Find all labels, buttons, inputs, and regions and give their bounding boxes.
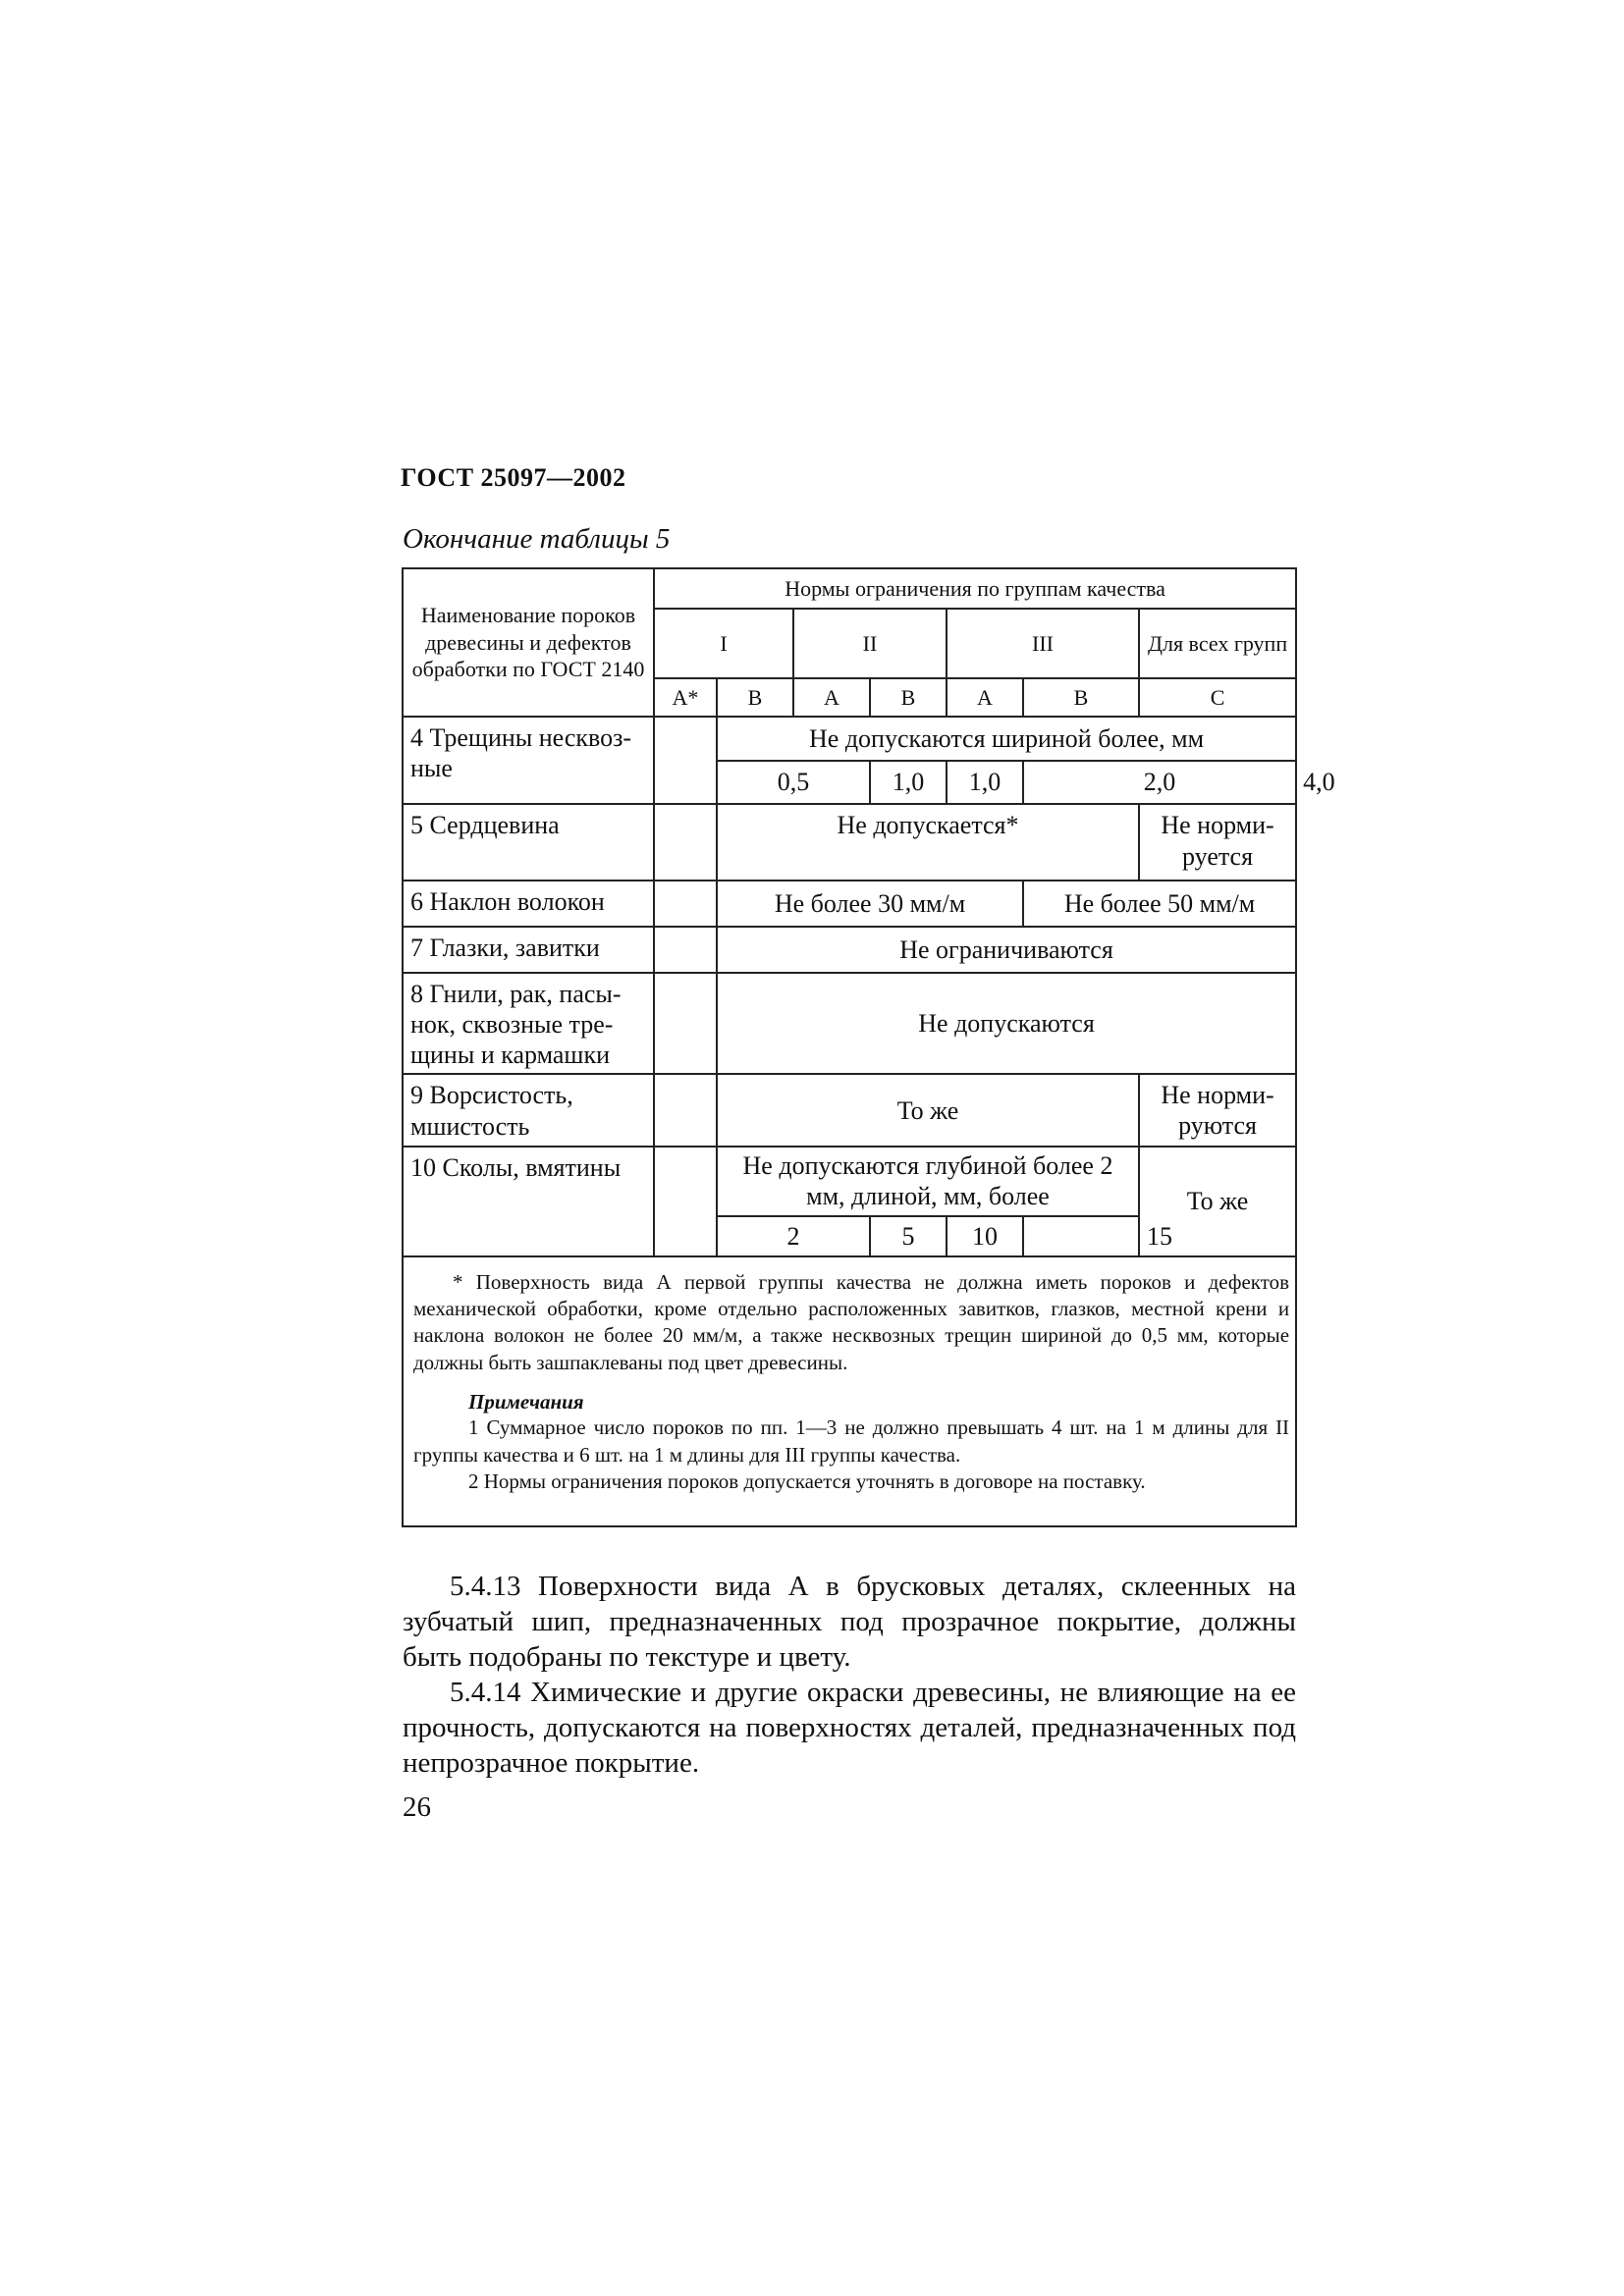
row-value: 1,0 (947, 761, 1023, 805)
group-header-2: II (793, 609, 947, 678)
note-item: 2 Нормы ограничения пороков допускается уточнять в договоре на поставку. (468, 1468, 1146, 1493)
row-value: Не допускаются (717, 973, 1296, 1075)
group-header-3: III (947, 609, 1139, 678)
empty-cell (654, 1074, 717, 1146)
row-value: 10 (947, 1216, 1023, 1256)
row-name: 6 Наклон волокон (403, 881, 654, 927)
row-value: Не ограничиваются (717, 927, 1296, 973)
subgroup-header: А* (654, 678, 717, 717)
row-value: Не допускаются шириной более, мм (717, 717, 1296, 761)
group-header-1: I (654, 609, 793, 678)
row-value: 0,5 (717, 761, 870, 805)
subgroup-header: В (1023, 678, 1139, 717)
empty-cell (654, 973, 717, 1075)
row-value: Не более 30 мм/м (717, 881, 1023, 927)
row-value: 2 (717, 1216, 870, 1256)
table-notes (403, 1256, 1296, 1526)
document-code: ГОСТ 25097—2002 (401, 463, 626, 492)
col-name-header: Наименование пороков древесины и дефектов обработки по ГОСТ 2140 (403, 568, 654, 717)
subgroup-header: С (1139, 678, 1296, 717)
empty-cell (654, 1147, 717, 1256)
norms-header: Нормы ограничения по группам качества (654, 568, 1296, 609)
empty-cell (654, 881, 717, 927)
row-name: 10 Сколы, вмятины (403, 1147, 654, 1256)
footnote: * Поверхность вида А первой группы качества не должна иметь пороков и дефектов механической обработки, кроме отдельно расположенных завитков, глазков, местной крени и наклона волокон не более 20 мм/м, а также несквозных трещин шириной до 0,5 мм, которые должны быть зашпаклеваны под цвет древесины. (413, 1269, 1290, 1374)
defects-table: Наименование пороков древесины и дефектов обработки по ГОСТ 2140 Нормы ограничения по группам качества I II III Для всех групп А* В А В А В С 4 Трещины несквоз-ные Не допускаются шириной более, мм 0,5 1,0 1,0 2,0 4,0 5 Сердцевина Не допускается* Не норми-руется 6 Наклон волокон Не более 30 мм/м Не более 50 мм/м 7 Глазки, завитки Не ограничиваются 8 Гнили, рак, пасы-нок, сквозные тре-щины и кармашки Не допускаются 9 Ворсистость, мшистость То же Не норми-руются 10 Сколы, вмятины Не допускаются глубиной более 2 мм, длиной, мм, более То же 2 5 10 15 * Поверхность вида А первой группы качества не должна иметь пороков и дефектов механической обработки, кроме отдельно расположенных завитков, глазков, местной крени и наклона волокон не более 20 мм/м, а также несквозных трещин шириной до 0,5 мм, которые должны быть зашпаклеваны под цвет древесины. Примечания 1 Суммарное число пороков по пп. 1—3 не должно превышать 4 шт. на 1 м длины для II группы качества и 6 шт. на 1 м длины для III группы качества. 2 Нормы ограничения пороков допускается уточнять в договоре на поставку. (402, 567, 1297, 1527)
note-item: 1 Суммарное число пороков по пп. 1—3 не должно превышать 4 шт. на 1 м длины для II группы качества и 6 шт. на 1 м длины для III группы качества. (413, 1415, 1290, 1467)
row-value: То же (1139, 1147, 1296, 1256)
row-name: 5 Сердцевина (403, 804, 654, 880)
row-value: Не норми-руется (1139, 804, 1296, 880)
row-value: Не более 50 мм/м (1023, 881, 1296, 927)
row-name: 9 Ворсистость, мшистость (403, 1074, 654, 1146)
row-name: 7 Глазки, завитки (403, 927, 654, 973)
subgroup-header: В (870, 678, 947, 717)
row-value: 15 (1023, 1216, 1296, 1256)
empty-cell (654, 717, 717, 805)
group-header-all: Для всех групп (1139, 609, 1296, 678)
table-caption: Окончание таблицы 5 (403, 523, 671, 555)
row-value: То же (717, 1074, 1139, 1146)
notes-title: Примечания (468, 1390, 584, 1415)
row-value: Не допускается* (717, 804, 1139, 880)
empty-cell (654, 804, 717, 880)
row-value: 2,0 (1023, 761, 1296, 805)
row-name: 8 Гнили, рак, пасы-нок, сквозные тре-щины и кармашки (403, 973, 654, 1075)
subgroup-header: В (717, 678, 793, 717)
empty-cell (654, 927, 717, 973)
row-value: 1,0 (870, 761, 947, 805)
row-value: Не норми-руются (1139, 1074, 1296, 1146)
subgroup-header: А (947, 678, 1023, 717)
paragraph-5-4-14: 5.4.14 Химические и другие окраски древесины, не влияющие на ее прочность, допускаются на поверхностях деталей, предназначенных под непрозрачное покрытие. (403, 1677, 1296, 1779)
page-number: 26 (403, 1791, 431, 1823)
row-value: 5 (870, 1216, 947, 1256)
paragraph-5-4-13: 5.4.13 Поверхности вида А в брусковых деталях, склеенных на зубчатый шип, предназначенных под прозрачное покрытие, должны быть подобраны по текстуре и цвету. (403, 1571, 1296, 1673)
subgroup-header: А (793, 678, 870, 717)
row-name: 4 Трещины несквоз-ные (403, 717, 654, 805)
row-value: Не допускаются глубиной более 2 мм, длиной, мм, более (717, 1147, 1139, 1216)
